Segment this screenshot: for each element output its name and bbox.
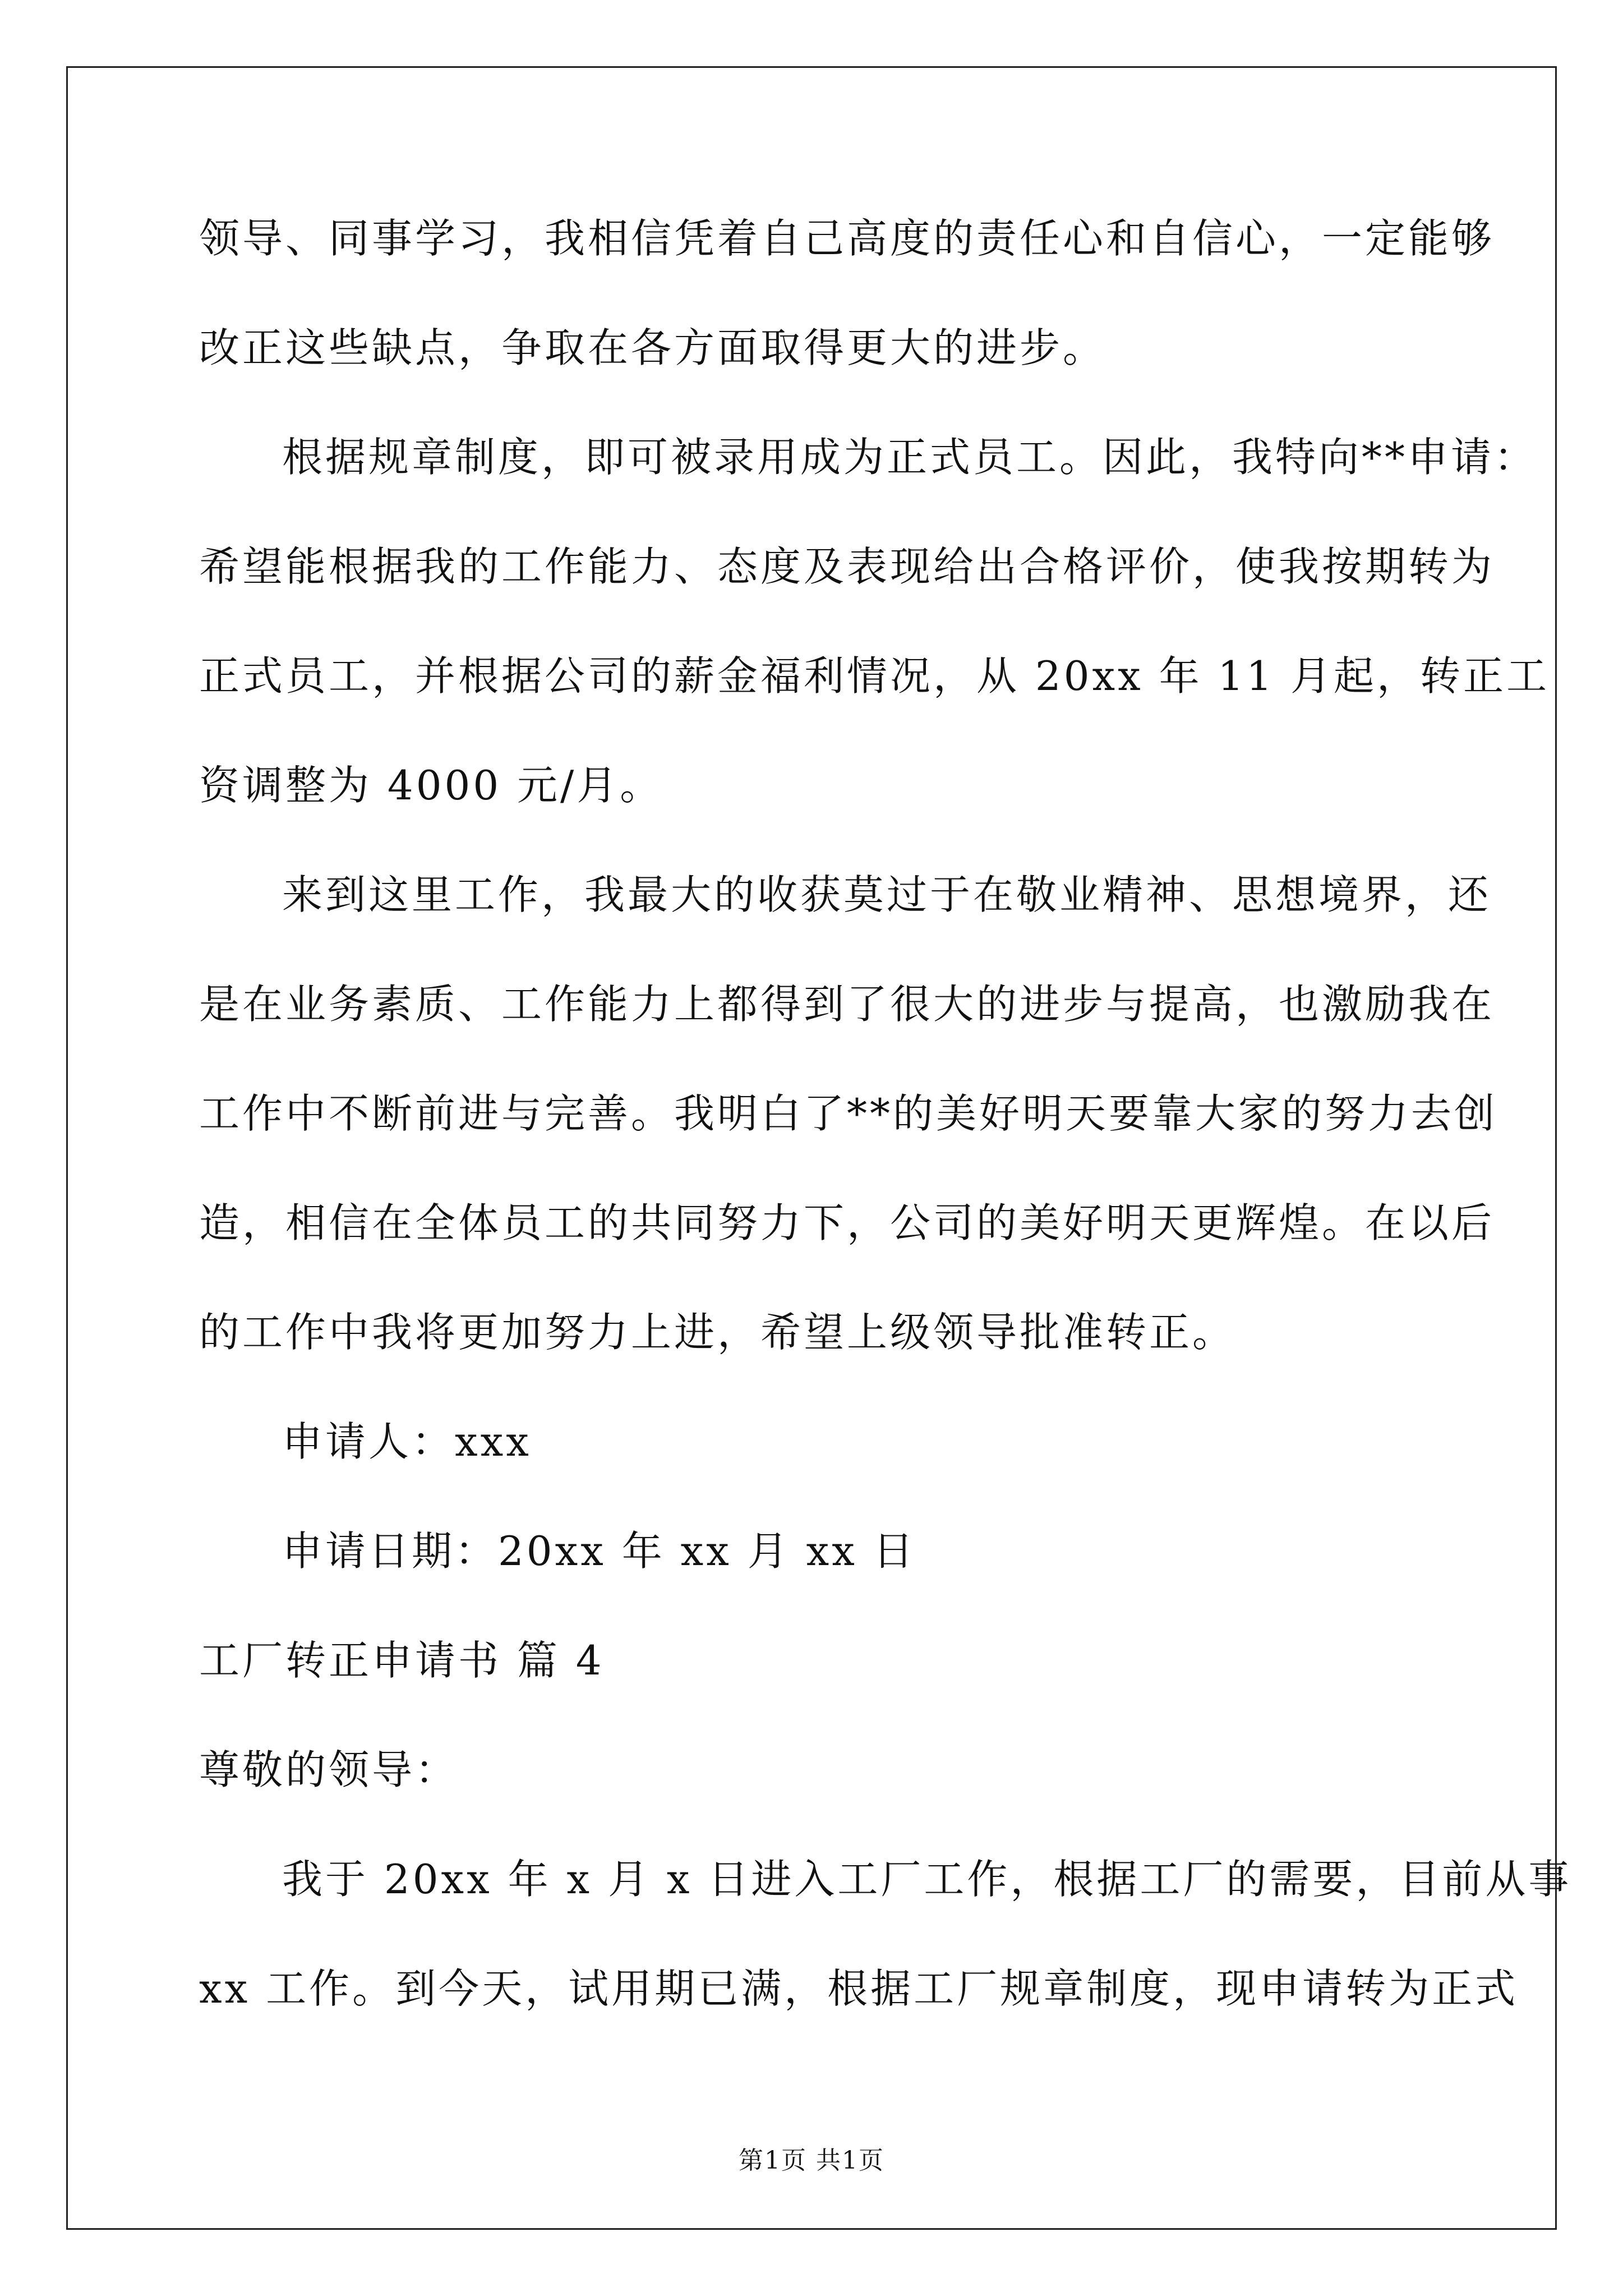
applicant-line: 申请人：xxx	[282, 1418, 532, 1465]
text-line: 领导、同事学习，我相信凭着自己高度的责任心和自信心，一定能够	[199, 215, 1495, 262]
text-line: 造，相信在全体员工的共同努力下，公司的美好明天更辉煌。在以后	[199, 1199, 1495, 1246]
text-line: 工作中不断前进与完善。我明白了**的美好明天要靠大家的努力去创	[199, 1090, 1498, 1137]
text-line: xx 工作。到今天，试用期已满，根据工厂规章制度，现申请转为正式	[199, 1965, 1519, 2012]
salutation: 尊敬的领导：	[199, 1746, 459, 1793]
text-line: 我于 20xx 年 x 月 x 日进入工厂工作，根据工厂的需要，目前从事	[282, 1856, 1572, 1903]
text-line: 正式员工，并根据公司的薪金福利情况，从 20xx 年 11 月起，转正工	[199, 652, 1550, 700]
text-line: 的工作中我将更加努力上进，希望上级领导批准转正。	[199, 1309, 1236, 1356]
page-number-footer: 第1页 共1页	[739, 2146, 884, 2175]
text-line: 是在业务素质、工作能力上都得到了很大的进步与提高，也激励我在	[199, 981, 1495, 1028]
text-line: 资调整为 4000 元/月。	[199, 762, 663, 809]
text-line: 希望能根据我的工作能力、态度及表现给出合格评价，使我按期转为	[199, 543, 1495, 590]
text-line: 来到这里工作，我最大的收获莫过于在敬业精神、思想境界，还	[282, 871, 1492, 918]
text-line: 改正这些缺点，争取在各方面取得更大的进步。	[199, 324, 1106, 371]
application-date-line: 申请日期：20xx 年 xx 月 xx 日	[282, 1527, 916, 1575]
section-heading: 工厂转正申请书 篇 4	[199, 1637, 605, 1684]
text-line: 根据规章制度，即可被录用成为正式员工。因此，我特向**申请：	[282, 434, 1538, 481]
